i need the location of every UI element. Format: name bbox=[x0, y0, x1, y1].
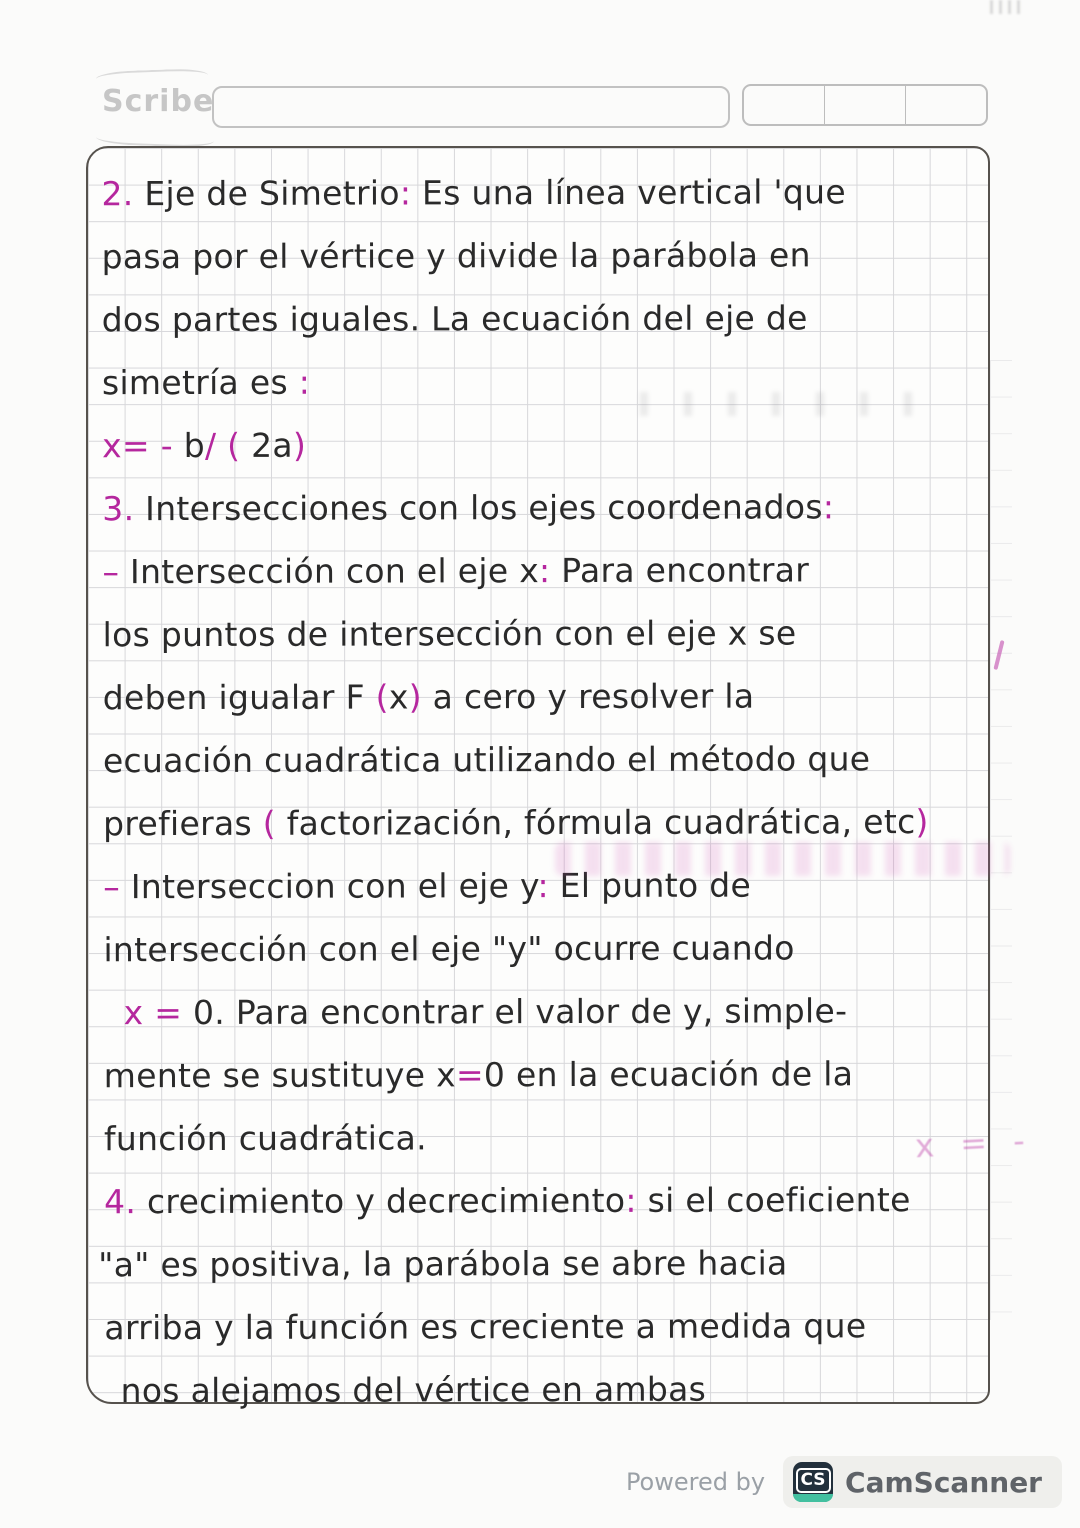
ink-text: Intersección con el eje x bbox=[129, 551, 540, 592]
handwriting bbox=[98, 160, 1034, 1422]
camscanner-brand-name: CamScanner bbox=[845, 1465, 1042, 1499]
accent-ink-text: / ( bbox=[204, 425, 252, 465]
handwritten-line-3 bbox=[102, 286, 1032, 351]
scribe-logo: Scribe bbox=[102, 84, 215, 119]
accent-ink-text: = bbox=[455, 1055, 484, 1095]
ink-text: x bbox=[388, 677, 409, 717]
accent-ink-text: ) bbox=[408, 677, 422, 717]
ink-text: función cuadrática. bbox=[103, 1118, 428, 1159]
accent-ink-text: ) bbox=[292, 425, 307, 465]
date-cell-3 bbox=[906, 86, 986, 124]
ink-text: 2a bbox=[251, 425, 293, 465]
ink-text: El punto de bbox=[548, 865, 752, 906]
date-cell-2 bbox=[825, 86, 906, 124]
ink-text: Intersecciones con los ejes coordenados bbox=[134, 487, 823, 529]
accent-ink-text: : bbox=[625, 1180, 637, 1220]
date-cell-1 bbox=[744, 86, 825, 124]
ink-text: intersección con el eje "y" ocurre cuando bbox=[103, 928, 795, 970]
ink-text: pasa por el vértice y divide la parábola en bbox=[101, 235, 811, 277]
ink-text: si el coeficiente bbox=[636, 1180, 911, 1220]
accent-ink-text: ) bbox=[915, 802, 929, 842]
handwritten-line-5 bbox=[102, 412, 1032, 477]
accent-ink-text: x = bbox=[123, 992, 193, 1033]
ink-text: a cero y resolver la bbox=[421, 676, 755, 717]
accent-ink-text: : bbox=[399, 173, 412, 213]
title-line-box bbox=[212, 86, 730, 128]
accent-ink-text: – bbox=[103, 867, 131, 907]
accent-ink-text: : bbox=[537, 866, 549, 906]
ink-text: Eje de Simetrio bbox=[133, 173, 400, 214]
accent-ink-text: : bbox=[822, 487, 835, 527]
handwritten-line-1 bbox=[101, 160, 1031, 225]
ink-text: "a" es positiva, la parábola se abre hacia bbox=[98, 1243, 788, 1285]
handwritten-line-7 bbox=[102, 538, 1032, 603]
faint-pencil-marks bbox=[640, 392, 940, 416]
handwritten-line-17 bbox=[104, 1168, 1034, 1233]
ink-text: dos partes iguales. La ecuación del eje de bbox=[101, 298, 808, 340]
ink-text: crecimiento y decrecimiento bbox=[136, 1180, 626, 1222]
accent-ink-text: ( bbox=[262, 803, 276, 843]
accent-ink-text: : bbox=[298, 362, 311, 402]
mirrored-ink-bleed: - = x bbox=[906, 1121, 1026, 1166]
handwritten-line-18 bbox=[98, 1231, 1034, 1296]
ink-text: arriba y la función es creciente a medida que bbox=[104, 1306, 867, 1348]
ink-text: prefieras bbox=[103, 803, 263, 844]
ink-text: mente se sustituye x bbox=[103, 1055, 456, 1096]
ink-text: 0 en la ecuación de la bbox=[483, 1054, 854, 1095]
ink-text: Interseccion con el eje y bbox=[130, 866, 538, 907]
corner-smudge bbox=[990, 0, 1026, 14]
handwritten-line-2 bbox=[102, 223, 1032, 288]
date-box bbox=[742, 84, 988, 126]
handwritten-line-10 bbox=[103, 727, 1033, 792]
camscanner-badge bbox=[783, 1456, 1062, 1508]
accent-ink-text: 2. bbox=[101, 174, 134, 214]
handwritten-line-6 bbox=[102, 475, 1032, 540]
ink-text: simetría es bbox=[101, 362, 299, 403]
ink-text: b bbox=[183, 425, 205, 466]
accent-ink-text: 4. bbox=[104, 1182, 137, 1222]
accent-ink-text: 3. bbox=[102, 489, 135, 529]
camscanner-icon bbox=[793, 1462, 833, 1502]
accent-ink-text: ( bbox=[375, 677, 389, 717]
camscanner-icon-teal-bar bbox=[793, 1494, 833, 1502]
ink-text: 0. Para encontrar el valor de y, simple- bbox=[192, 991, 848, 1032]
handwritten-line-19 bbox=[104, 1294, 1034, 1359]
camscanner-icon-letters: CS bbox=[796, 1468, 831, 1493]
ink-text: factorización, fórmula cuadrática, etc bbox=[275, 802, 916, 843]
ink-text: nos alejamos del vértice en ambas bbox=[120, 1369, 707, 1411]
handwritten-line-13 bbox=[103, 916, 1033, 981]
ink-text: Es una línea vertical 'que bbox=[411, 172, 846, 213]
ink-text: Para encontrar bbox=[550, 550, 810, 591]
handwritten-line-9 bbox=[103, 664, 1033, 729]
accent-ink-text: x= - bbox=[102, 426, 184, 466]
ink-text: los puntos de intersección con el eje x se bbox=[102, 613, 797, 655]
handwritten-line-20 bbox=[120, 1357, 1034, 1422]
ink-bleed-artifact bbox=[555, 842, 1010, 876]
ink-text: deben igualar F bbox=[102, 677, 376, 718]
handwritten-line-15 bbox=[104, 1042, 1034, 1107]
handwritten-line-14 bbox=[123, 979, 1033, 1044]
handwritten-line-8 bbox=[103, 601, 1033, 666]
camscanner-footer bbox=[626, 1456, 1062, 1508]
accent-ink-text: : bbox=[538, 551, 551, 591]
accent-ink-text: – bbox=[102, 552, 131, 592]
ink-text: ecuación cuadrática utilizando el método que bbox=[102, 739, 871, 781]
powered-by-label: Powered by bbox=[625, 1468, 766, 1496]
